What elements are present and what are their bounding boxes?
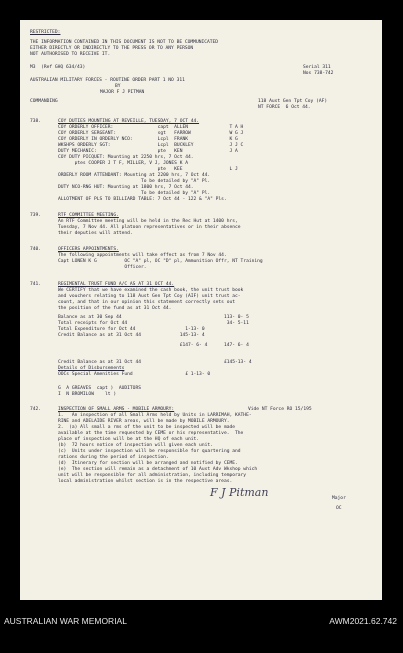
unit-name: 118 Aust Gen Tpt Coy (AF) bbox=[258, 99, 328, 104]
item-title: REGIMENTAL TRUST FUND A/C AS AT 31 OCT 44. bbox=[58, 282, 175, 287]
body-line: 2. (a) All small a rms of the unit to be inspected will be made bbox=[58, 425, 236, 430]
account-line: OOCs Special Amenities Fund £ 1-13- 0 bbox=[58, 372, 211, 377]
document-page bbox=[20, 20, 382, 600]
item-number: 741. bbox=[30, 282, 42, 287]
body-line: Capt LONEN K G OC "A" pl, OC "D" pl, Ammunition Offr, NT Training bbox=[58, 259, 263, 264]
body-line: place of inspection will be at the HQ of each unit. bbox=[58, 437, 200, 442]
body-line: count, and that in our opinion this statement correctly sets out bbox=[58, 300, 236, 305]
body-line: their deputies will attend. bbox=[58, 231, 133, 236]
body-line: RINE and ADELAIDE RIVER areas, will be made by MOBILE ARMOURY. bbox=[58, 419, 230, 424]
restricted-heading: RESTRICTED: bbox=[30, 30, 61, 35]
auditor-line: I N BROMILOW lt ) bbox=[58, 392, 117, 397]
order-title: AUSTRALIAN MILITARY FORCES - ROUTINE ORDER PART 1 NO 311 bbox=[30, 78, 185, 83]
reference: M3 (Ref GHQ 634/43) bbox=[30, 65, 86, 70]
body-line: available at the time requested by CEME or his representative. The bbox=[58, 431, 244, 436]
duty-line: To be detailed by "A" Pl. bbox=[58, 179, 211, 184]
item-number: 739. bbox=[30, 213, 42, 218]
body-line: (e) The section will remain as a detachment of 10 Aust Adv Wkshop which bbox=[58, 467, 258, 472]
item-title: OFFICERS APPOINTMENTS. bbox=[58, 247, 119, 252]
duty-line: ALLOTMENT OF PLS TO BILLIARD TABLE: 7 Oct 44 - 122 & "A" Pls. bbox=[58, 197, 227, 202]
order-numbers: Nos 738-742 bbox=[303, 71, 334, 76]
body-line: (b) 72 hours notice of inspection will given each unit. bbox=[58, 443, 213, 448]
body-line: Tuesday, 7 Nov 44. All platoon representatives or in their absence bbox=[58, 225, 241, 230]
commander-name: MAJOR F J PITMAN bbox=[100, 90, 145, 95]
item-title: RTF COMMITTEE MEETING. bbox=[58, 213, 119, 218]
duty-line: ORDERLY ROOM ATTENDANT: Mounting at 2200 hrs, 7 Oct 44. bbox=[58, 173, 211, 178]
duty-line: COY ORDERLY SERGEANT: sgt FARROW W G J bbox=[58, 131, 244, 136]
signatory-rank: Major bbox=[332, 496, 346, 501]
duty-line: pte KEE L J bbox=[58, 167, 238, 172]
account-line: Credit Balance as at 31 Oct 44 145-13- 4 bbox=[58, 333, 205, 338]
auditor-line: G A GREAVES capt ) AUDITORS bbox=[58, 386, 141, 391]
item-number: 740. bbox=[30, 247, 42, 252]
duty-line: DUTY NCO-RNG HUT: Mounting at 1800 hrs, 7 Oct 44. bbox=[58, 185, 194, 190]
commanding-label: COMMANDING bbox=[30, 99, 58, 104]
account-line: Total receipts for Oct 44 34- 5-11 bbox=[58, 321, 249, 326]
body-line: (c) Units under inspection will be responsible for quartering and bbox=[58, 449, 241, 454]
notice-line: THE INFORMATION CONTAINED IN THIS DOCUMENT IS NOT TO BE COMMUNICATED bbox=[30, 40, 219, 45]
duty-line: DUTY MECHANIC: pte KEN J A bbox=[58, 149, 238, 154]
duty-line: COY ORDERLY IN ORDERLY NCO: Lcpl FRANK K G bbox=[58, 137, 238, 142]
duty-line: To be detailed by "A" Pl. bbox=[58, 191, 211, 196]
signature: F J Pitman bbox=[210, 486, 269, 499]
body-line: An RTF Committee meeting will be held in the Rec Hut at 1400 hrs, bbox=[58, 219, 238, 224]
footer-institution: AUSTRALIAN WAR MEMORIAL bbox=[4, 616, 127, 626]
item-title: COY DUTIES MOUNTING AT REVEILLE, TUESDAY, 7 OCT 44. bbox=[58, 119, 200, 124]
notice-line: EITHER DIRECTLY OR INDIRECTLY TO THE PRESS OR TO ANY PERSON bbox=[30, 46, 194, 51]
body-line: and vouchers relating to 118 Aust Gen Tpt Coy (AIF) unit trust ac- bbox=[58, 294, 241, 299]
account-line: Total Expenditure for Oct 44 1-13- 0 bbox=[58, 327, 205, 332]
body-line: (d) Itinerary for section will be arranged and notified by CEME. bbox=[58, 461, 238, 466]
duty-line: COY DUTY PICQUET: Mounting at 2250 hrs, 7 Oct 44. bbox=[58, 155, 194, 160]
footer-bar bbox=[0, 610, 403, 653]
duty-line: COY ORDERLY OFFICER: capt ALLEN T A H bbox=[58, 125, 244, 130]
body-line: the position of the fund as at 31 Oct 44. bbox=[58, 306, 172, 311]
footer-accession-number: AWM2021.62.742 bbox=[329, 616, 397, 626]
body-line: The following appointments will take effect as from 7 Nov 44. bbox=[58, 253, 227, 258]
account-line: Balance as at 30 Sep 44 113- 0- 5 bbox=[58, 315, 249, 320]
notice-line: NOT AUTHORISED TO RECEIVE IT. bbox=[30, 52, 111, 57]
item-reference: Vide NT Force RO 15/195 bbox=[248, 407, 312, 412]
body-line: 1. An inspection of all Small Arms held by Units in LARRIMAH, KATHE- bbox=[58, 413, 252, 418]
account-total: £147- 6- 4 147- 6- 4 bbox=[58, 343, 249, 348]
by-label: BY bbox=[115, 84, 121, 89]
place-date: NT FORCE 6 Oct 44. bbox=[258, 105, 311, 110]
body-line: We CERTIFY that we have examined the cash book, the unit trust book bbox=[58, 288, 244, 293]
body-line: unit will be responsible for all administration, including temporary bbox=[58, 473, 247, 478]
disbursement-heading: Details of Disbursements bbox=[58, 366, 125, 371]
account-line: Credit Balance as at 31 Oct 44 £145-13- 4 bbox=[58, 360, 252, 365]
body-line: Officer. bbox=[58, 265, 147, 270]
body-line: local administration whilst section is in the respective areas. bbox=[58, 479, 233, 484]
duty-line: WKSHPS ORDERLY SGT: Lcpl BUCKLEY J J C bbox=[58, 143, 244, 148]
serial-number: Serial 311 bbox=[303, 65, 331, 70]
item-number: 738. bbox=[30, 119, 42, 124]
signatory-role: OC bbox=[336, 506, 342, 511]
item-number: 742. bbox=[30, 407, 42, 412]
duty-line: ptes COOPER J T F, MILLER, V J, JONES K A bbox=[58, 161, 188, 166]
body-line: rations during the period of inspection. bbox=[58, 455, 169, 460]
item-title: INSPECTION OF SMALL ARMS - MOBILE ARMOURY: bbox=[58, 407, 175, 412]
